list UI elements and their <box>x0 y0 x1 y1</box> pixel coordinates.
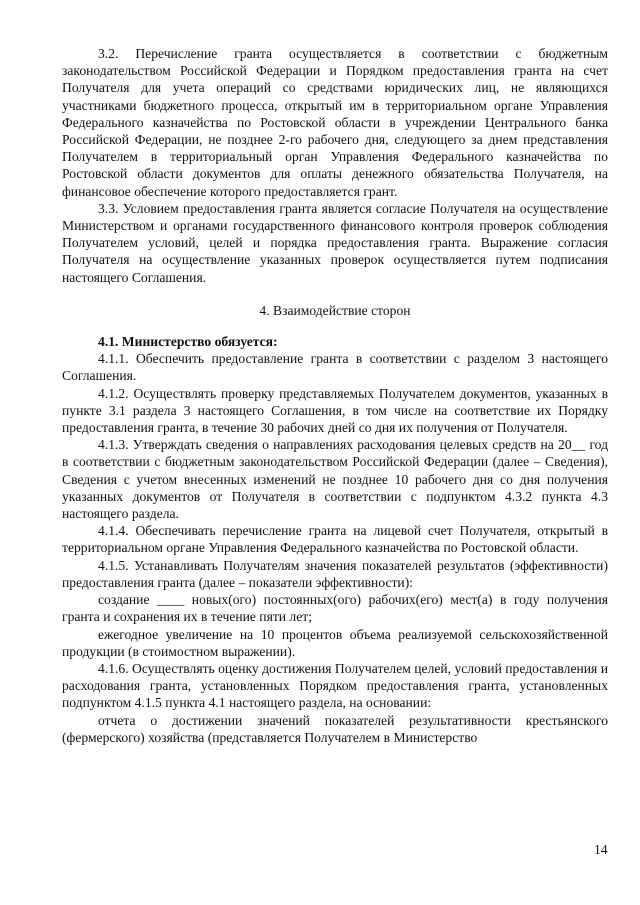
paragraph-3-3: 3.3. Условием предоставления гранта является согласие Получателя на осуществление Министерством и органами государственного финансового контроля проверок соблюдения Получателем условий, целей и порядка предоставления гранта. Выражение согласия Получателя на осуществление указанных проверок осуществляется путем подписания настоящего Соглашения. <box>62 200 608 285</box>
subsection-title-4-1: 4.1. Министерство обязуется: <box>98 334 278 350</box>
page-number: 14 <box>594 842 608 857</box>
paragraph-4-1-4: 4.1.4. Обеспечивать перечисление гранта на лицевой счет Получателя, открытый в территориальном органе Управления Федерального казначейства по Ростовской области. <box>62 523 608 556</box>
paragraph-3-2: 3.2. Перечисление гранта осуществляется в соответствии с бюджетным законодательством Российской Федерации и Порядком предоставления гранта на счет Получателя для учета операций со средствами юридических лиц, не являющихся участниками бюджетного процесса, открытый им в территориальном органе Управления Федерального казначейства по Ростовской области в учреждении Центрального банка Российской Федерации, не позднее 2-го рабочего дня, следующего за днем представления Получателем в территориальный орган Управления Федерального казначейства по Ростовской области документов для оплаты денежного обязательства Получателя, на финансовое обеспечение которого предоставляется грант. <box>62 46 608 199</box>
paragraph-4-1-2: 4.1.2. Осуществлять проверку представляемых Получателем документов, указанных в пункте 3.1 раздела 3 настоящего Соглашения, в том числе на соответствие их Порядку предоставления гранта, в течение 30 рабочих дней со дня их получения от Получателя. <box>62 385 608 436</box>
paragraph-4-1-3: 4.1.3. Утверждать сведения о направлениях расходования целевых средств на 20__ год в соответствии с бюджетным законодательством Российской Федерации (далее – Сведения), Сведения с учетом внесенных изменений не позднее 10 рабочего дня со дня получения указанных документов от Получателя в соответствии с подпунктом 4.3.2 пункта 4.3 настоящего раздела. <box>62 437 608 522</box>
section-heading: 4. Взаимодействие сторон <box>259 302 411 318</box>
paragraph-4-1-6: 4.1.6. Осуществлять оценку достижения Получателем целей, условий предоставления и расходования гранта, установленных Порядком предоставления гранта, установленных подпунктом 4.1.5 пункта 4.1 настоящего раздела, на основании: <box>62 660 608 711</box>
paragraph-4-1-1: 4.1.1. Обеспечить предоставление гранта в соответствии с разделом 3 настоящего Соглашения. <box>62 351 608 384</box>
paragraph-4-1-5: 4.1.5. Устанавливать Получателям значения показателей результатов (эффективности) предоставления гранта (далее – показатели эффективности): <box>62 557 608 590</box>
paragraph-4-1-5-item-b: ежегодное увеличение на 10 процентов объема реализуемой сельскохозяйственной продукции (в стоимостном выражении). <box>62 626 608 659</box>
paragraph-4-1-6-item-a: отчета о достижении значений показателей результативности крестьянского (фермерского) хозяйства (представляется Получателем в Министерство <box>62 712 608 745</box>
paragraph-4-1-5-item-a: создание ____ новых(ого) постоянных(ого) рабочих(его) мест(а) в году получения гранта и сохранения их в течение пяти лет; <box>62 592 608 625</box>
